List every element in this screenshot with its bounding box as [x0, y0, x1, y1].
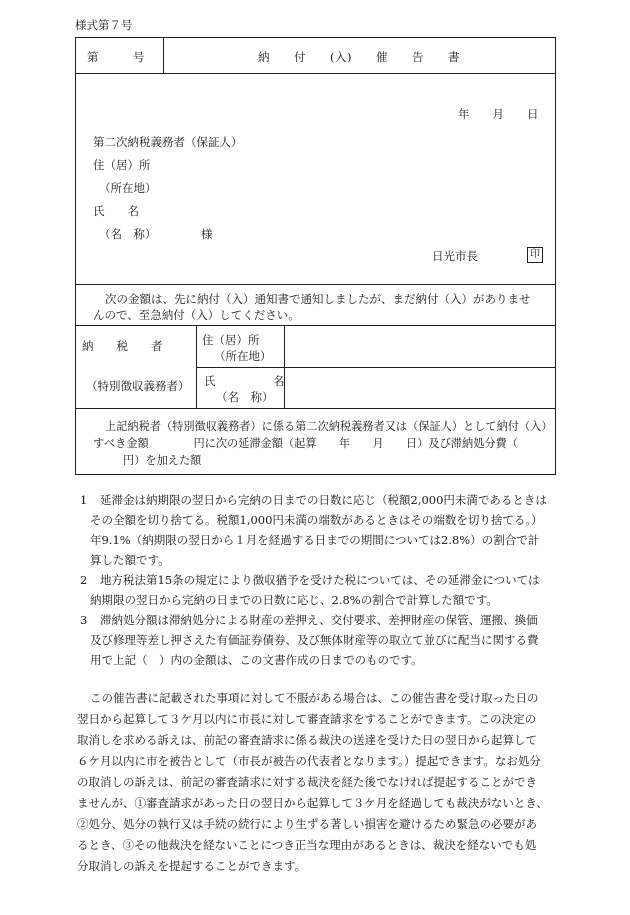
- notice-line-2: んので、至急納付（入）してください。: [93, 308, 300, 322]
- note-2-line-1: 地方税法第15条の規定により徴収猶予を受けた税については、その延滞金については: [100, 573, 540, 587]
- appeal-line-6: ませんが、①審査請求があった日の翌日から起算して３ケ月を経過しても裁決がないとき、: [77, 796, 548, 810]
- note-1-line-4: 算した額です。: [90, 553, 170, 567]
- taxpayer-special-label: （特別徴収義務者）: [86, 379, 190, 393]
- seal-mark: 印: [527, 247, 543, 263]
- amount-line-2: すべき金額 円に次の延滞金額（起算 年 月 日）及び滞納処分費（: [93, 437, 518, 450]
- taxpayer-col-divider-2: [284, 325, 285, 408]
- form-number: 様式第７号: [75, 18, 133, 32]
- header-col-divider: [163, 38, 164, 73]
- appeal-line-9: 分取消しの訴えを提起することができます。: [77, 859, 307, 873]
- note-2-line-2: 納期限の翌日から完納の日までの日数に応じ、2.8%の割合で計算した額です。: [90, 593, 498, 607]
- note-3-line-1: 滞納処分額は滞納処分による財産の差押え、交付要求、差押財産の保管、運搬、換価: [100, 613, 538, 627]
- appeal-line-5: の取消しの訴えは、前記の審査請求に対する裁決を経た後でなければ提起することができ: [77, 775, 537, 789]
- amount-line-1: 上記納税者（特別徴収義務者）に係る第二次納税義務者又は（保証人）として納付（入）: [105, 420, 553, 433]
- note-number-1: 1: [80, 493, 88, 507]
- taxpayer-name-label: 氏 名: [204, 374, 285, 388]
- addressee-location-label: （所在地）: [99, 181, 157, 195]
- number-label: 第 号: [87, 50, 145, 64]
- notice-divider: [76, 325, 555, 326]
- appeal-line-2: 翌日から起算して３ケ月以内に市長に対して審査請求をすることができます。この決定の: [77, 712, 537, 726]
- appeal-line-1: この催告書に記載された事項に対して不服がある場合は、この催告書を受け取った日の: [90, 691, 539, 705]
- note-1-line-3: 年9.1%（納期限の翌日から１月を経過する日までの期間については2.8%）の割合で計: [90, 533, 540, 547]
- addressee-name-label: 氏 名: [93, 204, 139, 218]
- taxpayer-col-divider-1: [196, 325, 197, 408]
- addressee-title-label: （名 称）: [99, 227, 157, 241]
- taxpayer-address-label: 住（居）所: [202, 333, 260, 347]
- header-divider: [76, 73, 555, 74]
- notice-form: [75, 37, 556, 475]
- taxpayer-label: 納 税 者: [82, 339, 163, 353]
- note-number-3: 3: [80, 613, 88, 627]
- appeal-line-7: ②処分、処分の執行又は手続の続行により生ずる著しい損害を避けるため緊急の必要があ: [77, 817, 537, 831]
- date-field: 年 月 日: [458, 107, 539, 121]
- amount-line-3: 円）を加えた額: [123, 454, 202, 467]
- note-3-line-3: 用で上記（ ）内の金額は、この文書作成の日までのものです。: [90, 653, 423, 667]
- note-3-line-2: 及び修理等差し押さえた有価証券債券、及び無体財産等の取立て並びに配当に関する費: [90, 633, 539, 647]
- addressee-address-label: 住（居）所: [93, 158, 151, 172]
- addressee-divider: [76, 284, 555, 285]
- appeal-line-4: ６ケ月以内に市を被告として（市長が被告の代表者となります。）提起できます。なお処分: [77, 754, 541, 768]
- appeal-line-3: 取消しを求める訴えは、前記の審査請求に係る裁決の送達を受けた日の翌日から起算して: [77, 733, 537, 747]
- taxpayer-row-divider: [196, 367, 555, 368]
- appeal-line-8: るとき、③その他裁決を経ないことにつき正当な理由があるときは、裁決を経ないでも処: [77, 838, 537, 852]
- notice-line-1: 次の金額は、先に納付（入）通知書で通知しましたが、まだ納付（入）がありませ: [105, 292, 531, 306]
- issuer-name: 日光市長: [432, 249, 478, 263]
- taxpayer-title-label: （名 称）: [216, 390, 274, 404]
- taxpayer-location-label: （所在地）: [214, 349, 272, 363]
- note-1-line-2: その全額を切り捨てる。税額1,000円未満の端数があるときはその端数を切り捨てる。）: [90, 513, 543, 527]
- form-title: 納 付 (入) 催 告 書: [258, 50, 460, 64]
- honorific: 様: [201, 227, 213, 241]
- note-1-line-1: 延滞金は納期限の翌日から完納の日までの日数に応じ（税額2,000円未満であるときは: [100, 493, 547, 507]
- note-number-2: 2: [80, 573, 88, 587]
- addressee-role: 第二次納税義務者（保証人）: [93, 135, 243, 149]
- taxpayer-divider: [76, 408, 555, 409]
